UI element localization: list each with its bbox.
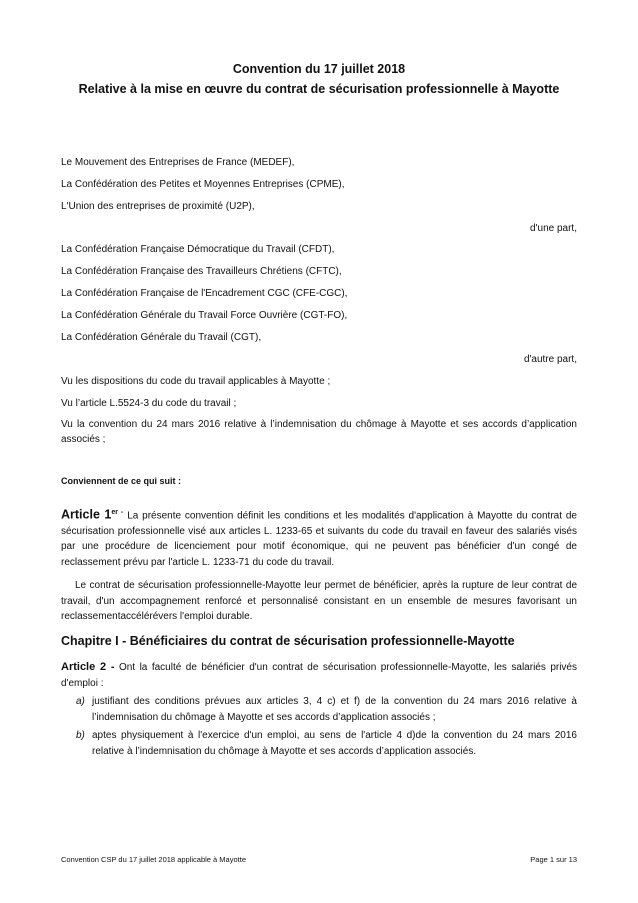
document-subtitle: Relative à la mise en œuvre du contrat de sécurisation professionnelle à Mayotte: [78, 82, 560, 96]
vu-article: Vu l’article L.5524-3 du code du travail ;: [61, 398, 237, 409]
list-item-text: aptes physiquement à l'exercice d'un emploi, au sens de l'article 4 d)de la convention du 24 mars 2016 relative à l’indemnisation du chômage à Mayotte et ses accords d’application associés.: [92, 730, 577, 757]
vu-code-travail: Vu les dispositions du code du travail applicables à Mayotte ;: [61, 376, 331, 387]
document-title: Convention du 17 juillet 2018: [232, 62, 406, 76]
vu-convention: Vu la convention du 24 mars 2016 relative à l’indemnisation du chômage à Mayotte et ses accords d’application associés ;: [61, 419, 577, 445]
footer-page-number: Page 1 sur 13: [530, 855, 577, 864]
party-medef: Le Mouvement des Entreprises de France (MEDEF),: [61, 157, 295, 168]
party-cgt: La Confédération Générale du Travail (CGT),: [61, 332, 262, 343]
autre-part-label: d'autre part,: [523, 354, 577, 365]
party-cfe-cgc: La Confédération Française de l'Encadrement CGC (CFE-CGC),: [61, 288, 348, 299]
article-2-label: Article 2 -: [61, 661, 115, 673]
party-cgt-fo: La Confédération Générale du Travail Force Ouvrière (CGT-FO),: [61, 310, 348, 321]
list-item-label: b): [76, 730, 85, 741]
party-cftc: La Confédération Française des Travailleurs Chrétiens (CFTC),: [61, 266, 342, 277]
list-item-text: justifiant des conditions prévues aux articles 3, 4 c) et f) de la convention du 24 mars 2016 relative à l’indemnisation du chômage à Mayotte et ses accords d’application associés ;: [92, 696, 577, 723]
article-2: [61, 660, 577, 691]
list-item: [61, 694, 577, 726]
article-1-sup: er -: [111, 509, 124, 516]
list-item: [61, 728, 577, 760]
party-cpme: La Confédération des Petites et Moyennes Entreprises (CPME),: [61, 179, 345, 190]
une-part-label: d'une part,: [530, 223, 577, 234]
article-1-label: Article 1: [61, 507, 112, 522]
conviennent-heading: Conviennent de ce qui suit :: [61, 476, 182, 486]
party-cfdt: La Confédération Française Démocratique du Travail (CFDT),: [61, 244, 335, 255]
chapter-1-heading: Chapitre I - Bénéficiaires du contrat de sécurisation professionnelle-Mayotte: [61, 634, 515, 648]
list-item-label: a): [76, 696, 85, 707]
article-1-text: La présente convention définit les conditions et les modalités d'application à Mayotte du contrat de sécurisation professionnelle visé aux articles L. 1233-65 et suivants du code du travail en faveur des salariés visés par une procédure de licenciement pour motif économique, qui ne peuvent pas bénéficier d'un congé de reclassement prévu par l'article L. 1233-71 du code du travail.: [61, 510, 577, 568]
footer-left: Convention CSP du 17 juillet 2018 applicable à Mayotte: [61, 855, 246, 864]
party-u2p: L'Union des entreprises de proximité (U2P),: [61, 201, 255, 212]
article-1-para-2: Le contrat de sécurisation professionnelle-Mayotte leur permet de bénéficier, après la rupture de leur contrat de travail, d'un accompagnement renforcé et personnalisé consistant en un ensemble de mesures favorisant un reclassementaccélérévers l'emploi durable.: [61, 580, 577, 622]
article-1: [61, 505, 577, 570]
article-2-text: Ont la faculté de bénéficier d'un contrat de sécurisation professionnelle-Mayotte, les salariés privés d'emploi :: [61, 662, 577, 689]
